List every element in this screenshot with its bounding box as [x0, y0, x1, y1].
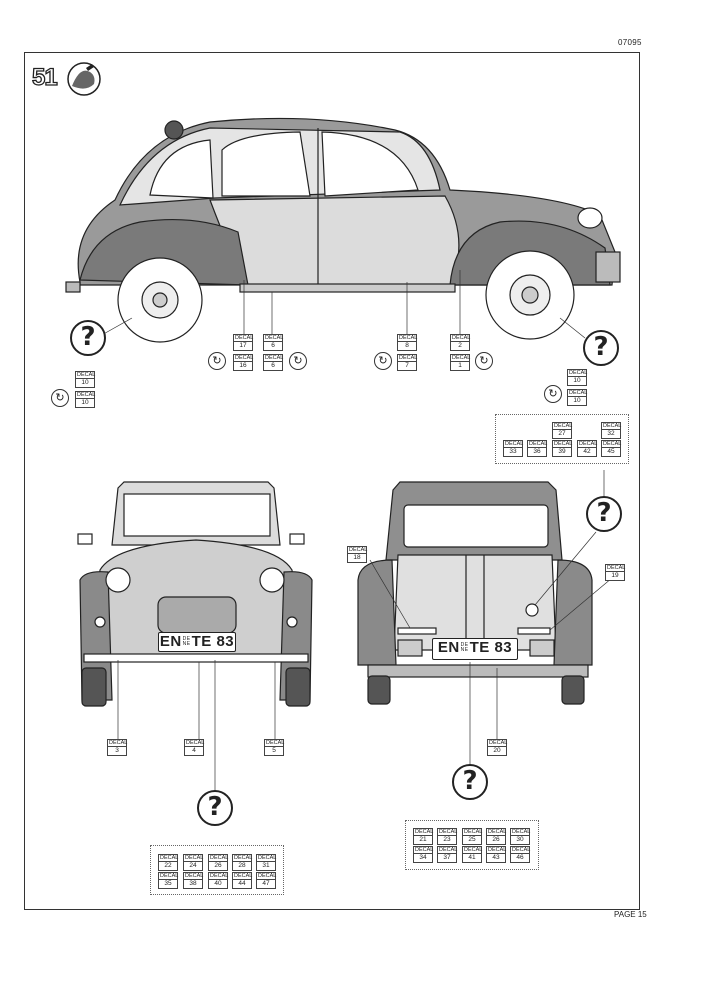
decal-45: DECAL 45: [603, 441, 622, 455]
decal-38: DECAL 38: [185, 873, 204, 887]
help-icon: ?: [197, 790, 233, 826]
decal-26-rear: DECAL 26: [488, 829, 507, 843]
plate-prefix: EN: [159, 633, 182, 650]
decal-6-top: DECAL 6: [265, 335, 284, 349]
help-icon: ?: [586, 496, 622, 532]
decal-28: DECAL 28: [234, 855, 253, 869]
decal-22: DECAL 22: [160, 855, 179, 869]
decal-10-left-top: DECAL 10: [77, 372, 96, 386]
decal-19: DECAL 19: [607, 565, 626, 579]
decal-42: DECAL 42: [579, 441, 598, 455]
decal-10-left-bottom: DECAL 10: [77, 392, 96, 406]
decal-18: DECAL 18: [349, 547, 368, 561]
decal-46: DECAL 46: [512, 847, 531, 861]
decal-5: DECAL 5: [266, 740, 285, 754]
painting-icon: [68, 63, 100, 95]
decal-1: DECAL 1: [452, 355, 471, 369]
decal-37: DECAL 37: [439, 847, 458, 861]
rotate-icon: ↻: [544, 385, 562, 403]
decal-2: DECAL 2: [452, 335, 471, 349]
decal-26: DECAL 26: [210, 855, 229, 869]
decal-31: DECAL 31: [258, 855, 277, 869]
step-number: 51: [32, 64, 57, 91]
decal-24: DECAL 24: [185, 855, 204, 869]
decal-16: DECAL 16: [235, 355, 254, 369]
rotate-icon: ↻: [208, 352, 226, 370]
decal-33: DECAL 33: [505, 441, 524, 455]
side-view-car-illustration: [66, 118, 620, 342]
decal-44: DECAL 44: [234, 873, 253, 887]
rotate-icon: ↻: [289, 352, 307, 370]
decal-41: DECAL 41: [464, 847, 483, 861]
plate-suffix: TE 83: [469, 639, 513, 656]
decal-6-bottom: DECAL 6: [265, 355, 284, 369]
rotate-icon: ↻: [475, 352, 493, 370]
decal-36: DECAL 36: [529, 441, 548, 455]
decal-20: DECAL 20: [489, 740, 508, 754]
decal-34: DECAL 34: [415, 847, 434, 861]
decal-39: DECAL 39: [554, 441, 573, 455]
help-icon: ?: [70, 320, 106, 356]
decal-35: DECAL 35: [160, 873, 179, 887]
plate-prefix: EN: [437, 639, 460, 656]
front-license-plate: [158, 632, 236, 652]
decal-32: DECAL 32: [603, 423, 622, 437]
help-icon: ?: [452, 764, 488, 800]
front-view-car-illustration: [78, 482, 312, 706]
decal-17: DECAL 17: [235, 335, 254, 349]
decal-25: DECAL 25: [464, 829, 483, 843]
decal-23: DECAL 23: [439, 829, 458, 843]
decal-10-right-bottom: DECAL 10: [569, 390, 588, 404]
front-leader-lines: [118, 660, 275, 790]
plate-separator: DE NE: [460, 642, 469, 654]
plate-suffix: TE 83: [191, 633, 235, 650]
decal-30: DECAL 30: [512, 829, 531, 843]
decal-3: DECAL 3: [109, 740, 128, 754]
rotate-icon: ↻: [51, 389, 69, 407]
decal-43: DECAL 43: [488, 847, 507, 861]
decal-40: DECAL 40: [210, 873, 229, 887]
decal-21: DECAL 21: [415, 829, 434, 843]
rear-license-plate: [432, 638, 518, 660]
decal-10-right-top: DECAL 10: [569, 370, 588, 384]
decal-4: DECAL 4: [186, 740, 205, 754]
decal-47: DECAL 47: [258, 873, 277, 887]
decal-7: DECAL 7: [399, 355, 418, 369]
rotate-icon: ↻: [374, 352, 392, 370]
decal-8: DECAL 8: [399, 335, 418, 349]
rear-view-car-illustration: [358, 482, 592, 704]
plate-separator: DE NE: [182, 636, 191, 648]
page-number: PAGE 15: [614, 910, 647, 919]
decal-27: DECAL 27: [554, 423, 573, 437]
document-code: 07095: [618, 38, 642, 47]
help-icon: ?: [583, 330, 619, 366]
